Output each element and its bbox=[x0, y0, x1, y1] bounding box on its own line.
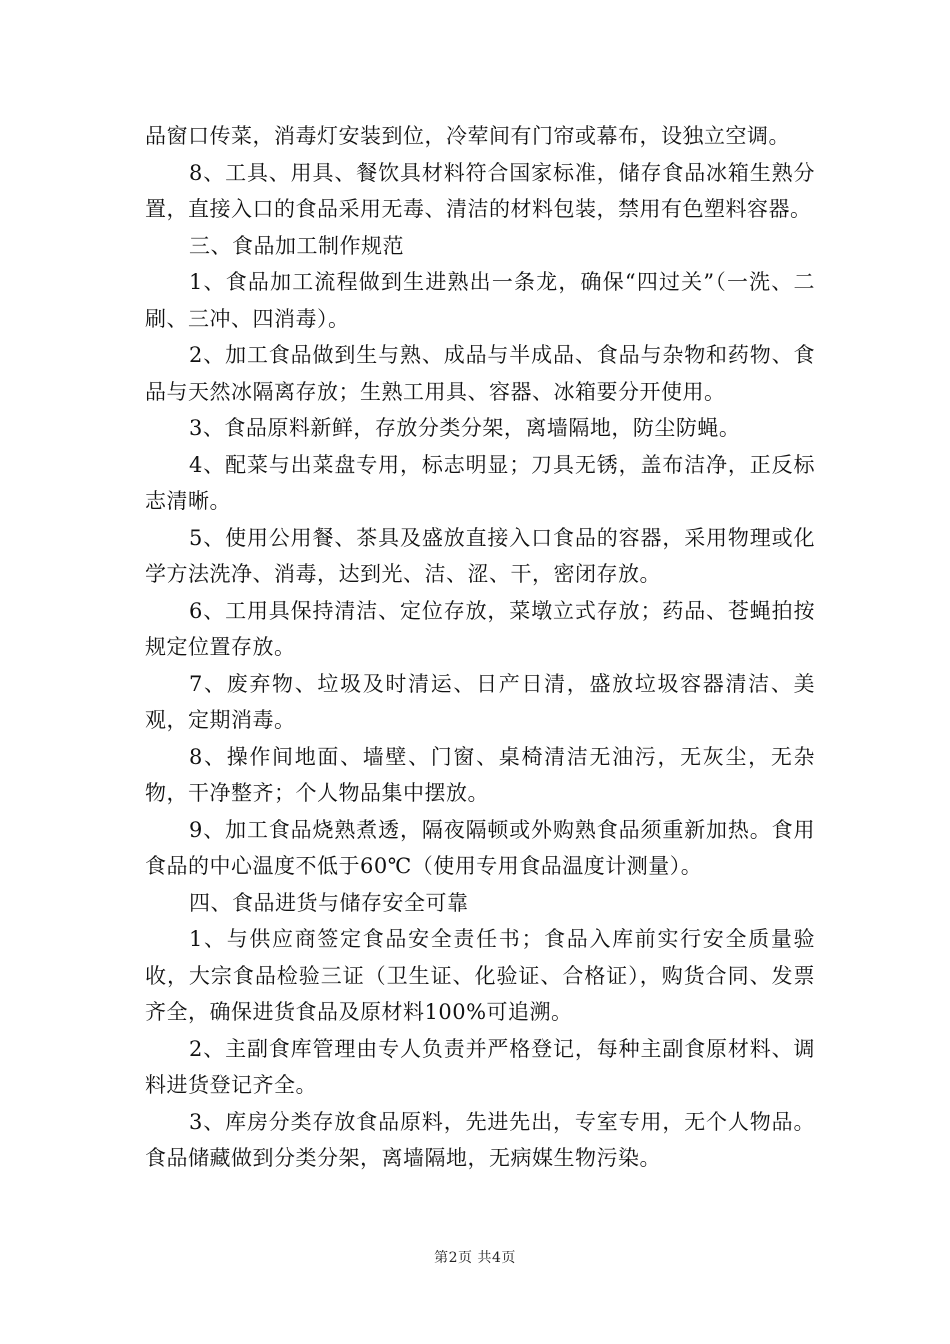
paragraph: 2、加工食品做到生与熟、成品与半成品、食品与杂物和药物、食品与天然冰隔离存放；生熟工用具、容器、冰箱要分开使用。 bbox=[145, 343, 815, 404]
section-heading: 三、食品加工制作规范 bbox=[189, 233, 404, 258]
section-heading: 四、食品进货与储存安全可靠 bbox=[189, 890, 469, 915]
paragraph: 6、工用具保持清洁、定位存放，菜墩立式存放；药品、苍蝇拍按规定位置存放。 bbox=[145, 598, 815, 659]
paragraph: 3、食品原料新鲜，存放分类分架，离墙隔地，防尘防蝇。 bbox=[189, 416, 741, 440]
paragraph: 7、废弃物、垃圾及时清运、日产日清，盛放垃圾容器清洁、美观，定期消毒。 bbox=[145, 671, 815, 732]
paragraph: 8、操作间地面、墙壁、门窗、桌椅清洁无油污，无灰尘，无杂物，干净整齐；个人物品集中摆放。 bbox=[145, 744, 815, 805]
document-body bbox=[145, 118, 815, 1177]
paragraph: 1、与供应商签定食品安全责任书；食品入库前实行安全质量验收，大宗食品检验三证（卫生证、化验证、合格证），购货合同、发票齐全，确保进货食品及原材料100%可追溯。 bbox=[145, 927, 815, 1024]
paragraph: 5、使用公用餐、茶具及盛放直接入口食品的容器，采用物理或化学方法洗净、消毒，达到光、洁、涩、干，密闭存放。 bbox=[145, 525, 815, 586]
paragraph: 9、加工食品烧熟煮透，隔夜隔顿或外购熟食品须重新加热。食用食品的中心温度不低于60℃（使用专用食品温度计测量）。 bbox=[145, 817, 815, 878]
paragraph: 4、配菜与出菜盘专用，标志明显；刀具无锈，盖布洁净，正反标志清晰。 bbox=[145, 452, 815, 513]
paragraph: 8、工具、用具、餐饮具材料符合国家标准，储存食品冰箱生熟分置，直接入口的食品采用无毒、清洁的材料包装，禁用有色塑料容器。 bbox=[145, 160, 815, 221]
paragraph: 1、食品加工流程做到生进熟出一条龙，确保“四过关”（一洗、二刷、三冲、四消毒）。 bbox=[145, 270, 815, 331]
paragraph: 2、主副食库管理由专人负责并严格登记，每种主副食原材料、调料进货登记齐全。 bbox=[145, 1036, 815, 1097]
paragraph: 品窗口传菜，消毒灯安装到位，冷荤间有门帘或幕布，设独立空调。 bbox=[145, 124, 790, 148]
paragraph: 3、库房分类存放食品原料，先进先出，专室专用，无个人物品。食品储藏做到分类分架，离墙隔地，无病媒生物污染。 bbox=[145, 1109, 815, 1170]
page-number-footer: 第2页 共4页 bbox=[434, 1250, 516, 1266]
